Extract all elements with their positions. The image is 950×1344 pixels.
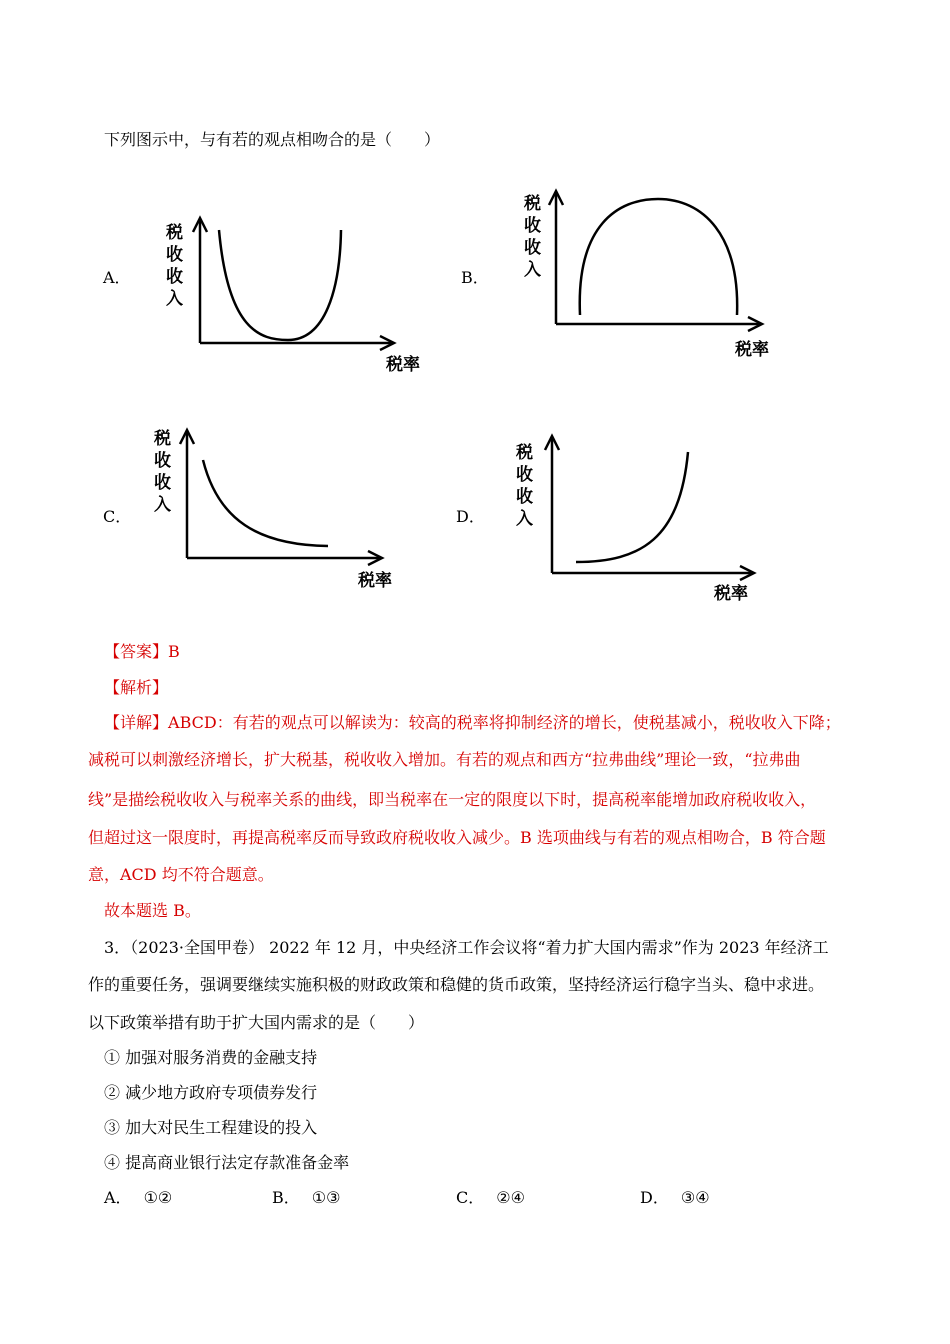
- ylabel-char: 收: [154, 473, 171, 493]
- question3-line: 以下政策举措有助于扩大国内需求的是（ ）: [88, 1013, 425, 1032]
- question3-line: 作的重要任务，强调要继续实施积极的财政政策和稳健的货币政策，坚持经济运行稳字当头、稳中求进。: [88, 975, 825, 994]
- ylabel-char: 税: [524, 194, 541, 214]
- graph-d: [512, 428, 792, 608]
- detail-line: 减税可以刺激经济增长，扩大税基，税收收入增加。有若的观点和西方“拉弗曲线”理论一致，“拉弗曲: [88, 750, 801, 769]
- curve-increasing: [576, 452, 688, 562]
- graph-b-ylabel: [523, 194, 541, 280]
- option-c-label: C．: [103, 507, 132, 526]
- question-intro: 下列图示中，与有若的观点相吻合的是（ ）: [104, 130, 441, 149]
- ylabel-char: 税: [166, 223, 183, 243]
- ylabel-char: 入: [154, 495, 171, 515]
- conclusion: 故本题选 B。: [104, 901, 201, 920]
- choice-value: ②④: [496, 1188, 525, 1207]
- detail-line: 但超过这一限度时，再提高税率反而导致政府税收收入减少。B 选项曲线与有若的观点相吻合，B 符合题: [88, 828, 826, 847]
- graph-d-xlabel: 税率: [714, 584, 748, 604]
- question3-item: ① 加强对服务消费的金融支持: [104, 1048, 318, 1067]
- graph-b: [518, 185, 798, 365]
- question3-item: ② 减少地方政府专项债券发行: [104, 1083, 318, 1102]
- detail-text: ABCD：有若的观点可以解读为：较高的税率将抑制经济的增长，使税基减小，税收收入下降；: [168, 713, 841, 732]
- detail-line: 线”是描绘税收收入与税率关系的曲线，即当税率在一定的限度以下时，提高税率能增加政府税收收入，: [88, 790, 817, 809]
- analysis-label: 【解析】: [104, 678, 169, 697]
- answer-label: 【答案】: [104, 642, 169, 661]
- detail-line: 意，ACD 均不符合题意。: [88, 865, 274, 884]
- choice-d: [640, 1188, 710, 1208]
- graph-a-ylabel: [165, 223, 183, 309]
- choice-b: [272, 1188, 340, 1208]
- answer: [104, 642, 180, 662]
- graph-d-ylabel: [515, 443, 533, 529]
- question3-line: 3．（2023·全国甲卷） 2022 年 12 月，中央经济工作会议将“着力扩大国内需求”作为 2023 年经济工: [104, 938, 829, 957]
- graph-a: [160, 210, 440, 380]
- ylabel-char: 收: [166, 267, 183, 287]
- answer-value: B: [168, 642, 180, 661]
- option-a-label: A．: [103, 268, 131, 287]
- choice-letter: B．: [272, 1188, 300, 1207]
- detail-label: 【详解】: [104, 713, 169, 732]
- graph-a-xlabel: 税率: [386, 355, 420, 375]
- choice-value: ③④: [680, 1188, 710, 1207]
- curve-decreasing: [203, 460, 328, 546]
- ylabel-char: 收: [166, 245, 183, 265]
- choice-letter: D．: [640, 1188, 669, 1207]
- curve-u: [219, 230, 341, 340]
- graph-c-ylabel: [153, 429, 171, 515]
- choice-a: [104, 1188, 172, 1208]
- ylabel-char: 收: [524, 238, 541, 258]
- choice-value: ①③: [311, 1188, 341, 1207]
- option-b-label: B．: [461, 268, 489, 287]
- choice-letter: A．: [104, 1188, 132, 1207]
- ylabel-char: 入: [166, 289, 183, 309]
- choice-value: ①②: [143, 1188, 173, 1207]
- choice-c: [456, 1188, 525, 1208]
- curve-inverted-u: [580, 199, 737, 315]
- graph-c: [148, 420, 428, 595]
- detail-line-1: [104, 713, 841, 733]
- option-d-label: D．: [456, 507, 485, 526]
- choice-letter: C．: [456, 1188, 485, 1207]
- ylabel-char: 税: [516, 443, 533, 463]
- ylabel-char: 收: [516, 487, 533, 507]
- ylabel-char: 入: [516, 509, 533, 529]
- ylabel-char: 收: [516, 465, 533, 485]
- graph-b-xlabel: 税率: [735, 340, 769, 360]
- ylabel-char: 收: [524, 216, 541, 236]
- graph-c-xlabel: 税率: [358, 571, 392, 591]
- ylabel-char: 税: [154, 429, 171, 449]
- question3-item: ③ 加大对民生工程建设的投入: [104, 1118, 318, 1137]
- ylabel-char: 入: [524, 260, 541, 280]
- ylabel-char: 收: [154, 451, 171, 471]
- question3-item: ④ 提高商业银行法定存款准备金率: [104, 1153, 350, 1172]
